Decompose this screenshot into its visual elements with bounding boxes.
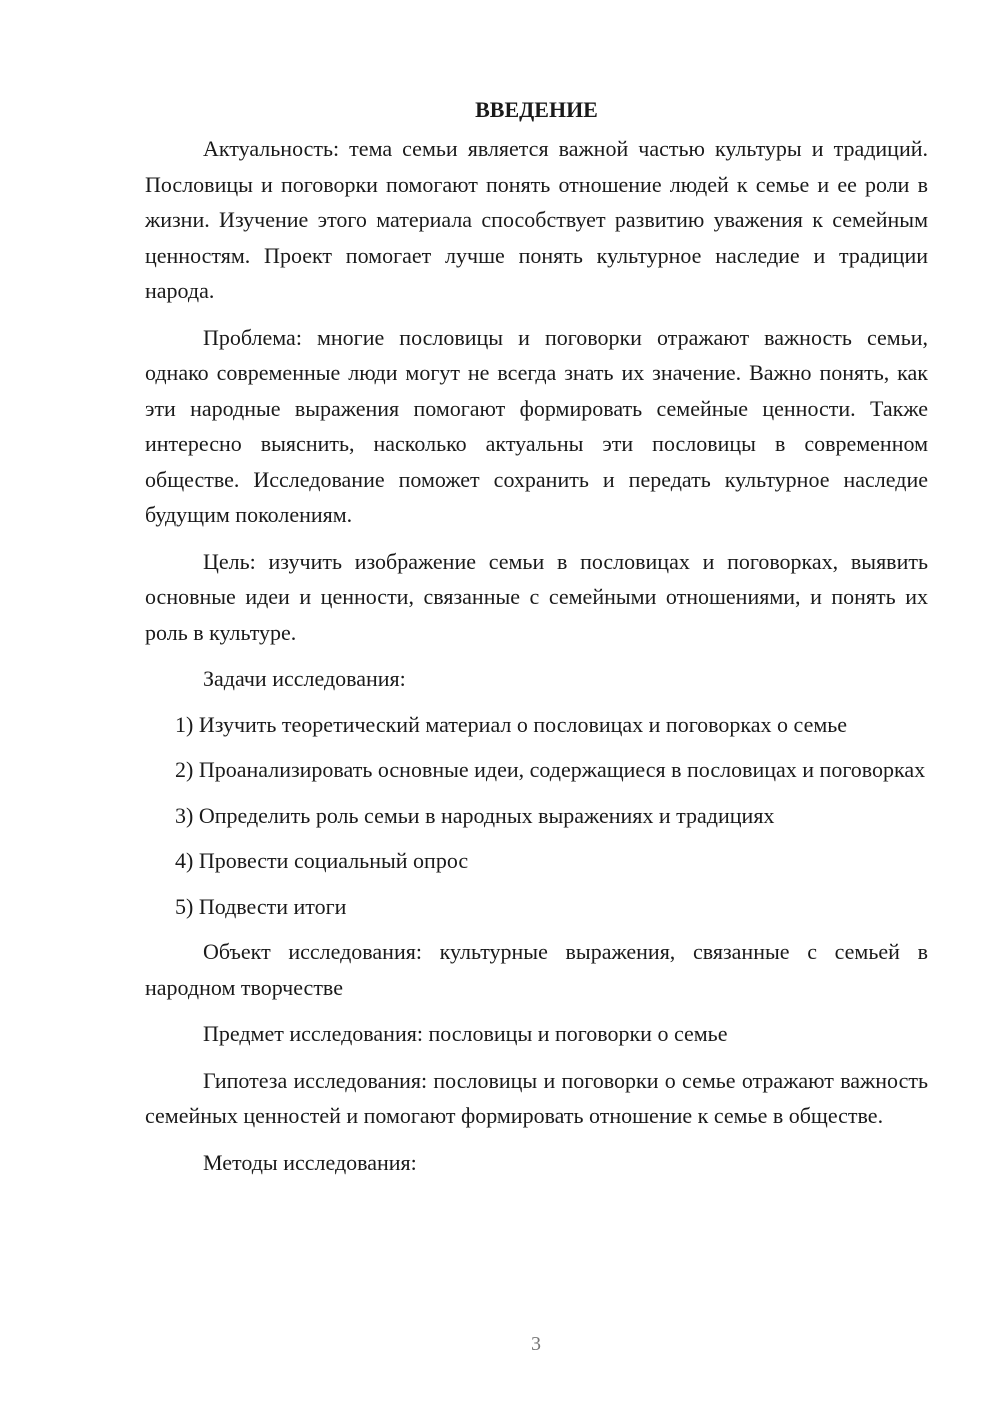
paragraph-problem: Проблема: многие пословицы и поговорки отражают важность семьи, однако современные люди могут не всегда знать их значение. Важно понять, как эти народные выражения помогают формировать семейные ценности. Также интересно выяснить, насколько актуальны эти пословицы в современном обществе. Исследование поможет сохранить и передать культурное наследие будущим поколениям. bbox=[145, 324, 928, 527]
paragraph-goal: Цель: изучить изображение семьи в пословицах и поговорках, выявить основные идеи и ценности, связанные с семейными отношениями, и понять их роль в культуре. bbox=[145, 548, 928, 645]
task-item-2: 2) Проанализировать основные идеи, содержащиеся в пословицах и поговорках bbox=[175, 757, 926, 782]
page-number: 3 bbox=[531, 1333, 541, 1355]
task-item-1: 1) Изучить теоретический материал о пословицах и поговорках о семье bbox=[175, 711, 848, 737]
tasks-heading: Задачи исследования: bbox=[203, 666, 406, 691]
page-title: ВВЕДЕНИЕ bbox=[475, 97, 598, 122]
paragraph-hypothesis: Гипотеза исследования: пословицы и поговорки о семье отражают важность семейных ценностей и помогают формировать отношение к семье в обществе. bbox=[145, 1067, 928, 1128]
methods-heading: Методы исследования: bbox=[203, 1149, 417, 1175]
task-item-4: 4) Провести социальный опрос bbox=[175, 848, 469, 873]
paragraph-object: Объект исследования: культурные выражения, связанные с семьей в народном творчестве bbox=[145, 939, 928, 1000]
paragraph-subject: Предмет исследования: пословицы и поговорки о семье bbox=[203, 1021, 728, 1046]
task-item-5: 5) Подвести итоги bbox=[175, 893, 347, 919]
paragraph-relevance: Актуальность: тема семьи является важной частью культуры и традиций. Пословицы и поговорки помогают понять отношение людей к семье и ее роли в жизни. Изучение этого материала способствует развитию уважения к семейным ценностям. Проект помогает лучше понять культурное наследие и традиции народа. bbox=[145, 136, 928, 303]
document-page bbox=[145, 92, 928, 1190]
task-item-3: 3) Определить роль семьи в народных выражениях и традициях bbox=[175, 802, 775, 828]
